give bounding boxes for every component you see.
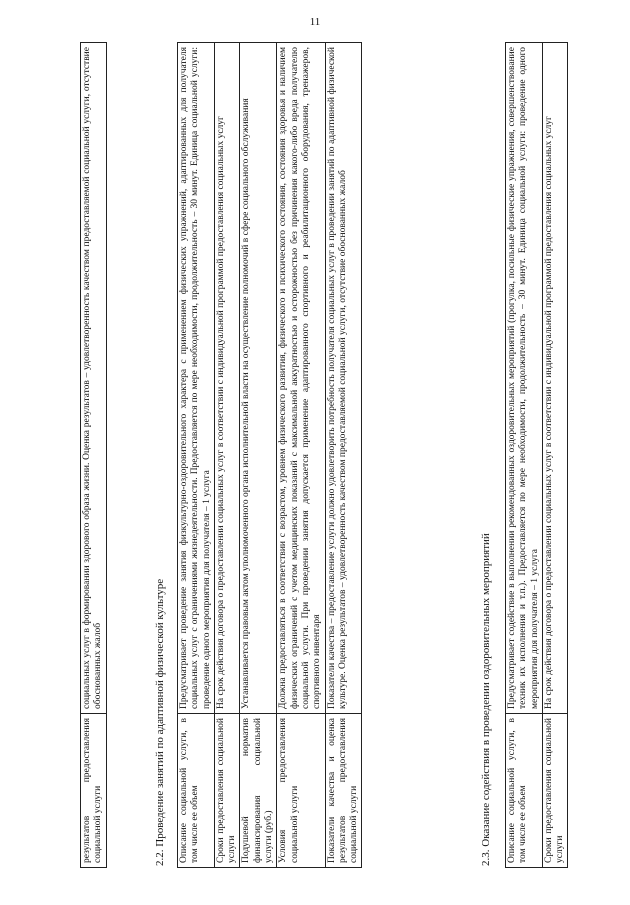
row-text: На срок действия договора о предоставлении социальных услуг в соответствии с индивидуальной программой предоставления социальных услуг xyxy=(214,43,240,714)
row-text: На срок действия договора о предоставлении социальных услуг в соответствии с индивидуальной программой предоставления социальных услуг xyxy=(542,43,568,714)
table-top xyxy=(80,42,107,868)
row-text: социальных услуг в формировании здорового образа жизни. Оценка результатов – удовлетворенность качеством предоставляемой социальной услуги, отсутствие обоснованных жалоб xyxy=(81,43,107,714)
row-label: Сроки предоставления социальной услуги xyxy=(214,714,240,868)
row-text: Предусматривает проведение занятия физкультурно-оздоровительного характера с применением физических упражнений, адаптированных для получателя социальных услуг с ограничениями жизнедеятельности. Предоставляется по мере необходимости, продолжительность – 30 минут. Единица социальной услуги: проведение одного мероприятия для получателя – 1 услуга xyxy=(178,43,215,714)
row-text: Устанавливается правовым актом уполномоченного органа исполнительной власти на осуществление полномочий в сфере социального обслуживания xyxy=(240,43,277,714)
table-row xyxy=(81,43,107,868)
row-label: Описание социальной услуги, в том числе ее объем xyxy=(178,714,215,868)
table-row xyxy=(214,43,240,868)
row-label: Условия предоставления социальной услуги xyxy=(277,714,325,868)
landscape-content xyxy=(78,38,598,868)
table-row xyxy=(178,43,215,868)
table-row xyxy=(542,43,568,868)
row-text: Должна предоставляться в соответствии с возрастом, уровнем физического развития, физического и психического состояния, состояния здоровья и наличием физических ограничений с учетом медицинских показаний с максимальной аккуратностью и осторожностью без причинения какого-либо вреда получателю социальной услуги. При проведении занятия допускается применение адаптированного спортивного и реабилитационного оборудования, тренажеров, спортивного инвентаря xyxy=(277,43,325,714)
row-text: Предусматривает содействие в выполнении рекомендованных оздоровительных мероприятий (прогулка, посильные физические упражнения, совершенствование техник их исполнения и т.п.). Предоставляется по мере необходимости, продолжительность – 30 минут. Единица социальной услуги: проведение одного мероприятия для получателя – 1 услуга xyxy=(506,43,543,714)
table-row xyxy=(240,43,277,868)
row-label: Подушевой норматив финансирования социальной услуги (руб.) xyxy=(240,714,277,868)
row-label: Показатели качества и оценка результатов предоставления социальной услуги xyxy=(325,714,362,868)
row-label: результатов предоставления социальной услуги xyxy=(81,714,107,868)
row-label: Сроки предоставления социальной услуги xyxy=(542,714,568,868)
table-row xyxy=(506,43,543,868)
row-text: Показатели качества – предоставление услуги должно удовлетворить потребность получателя социальных услуг в проведении занятий по адаптивной физической культуре. Оценка результатов – удовлетворенность качеством предоставляемой социальной услуги, отсутствие обоснованных жалоб xyxy=(325,43,362,714)
page-number: 11 xyxy=(309,16,321,28)
table-section-23 xyxy=(505,42,568,868)
section-22-heading: 2.2. Проведение занятий по адаптивной физической культуре xyxy=(154,578,166,866)
section-23-heading: 2.3. Оказание содействия в проведении оздоровительных мероприятий xyxy=(480,533,492,866)
row-label: Описание социальной услуги, в том числе ее объем xyxy=(506,714,543,868)
table-row xyxy=(325,43,362,868)
table-row xyxy=(277,43,325,868)
table-section-22 xyxy=(177,42,362,868)
